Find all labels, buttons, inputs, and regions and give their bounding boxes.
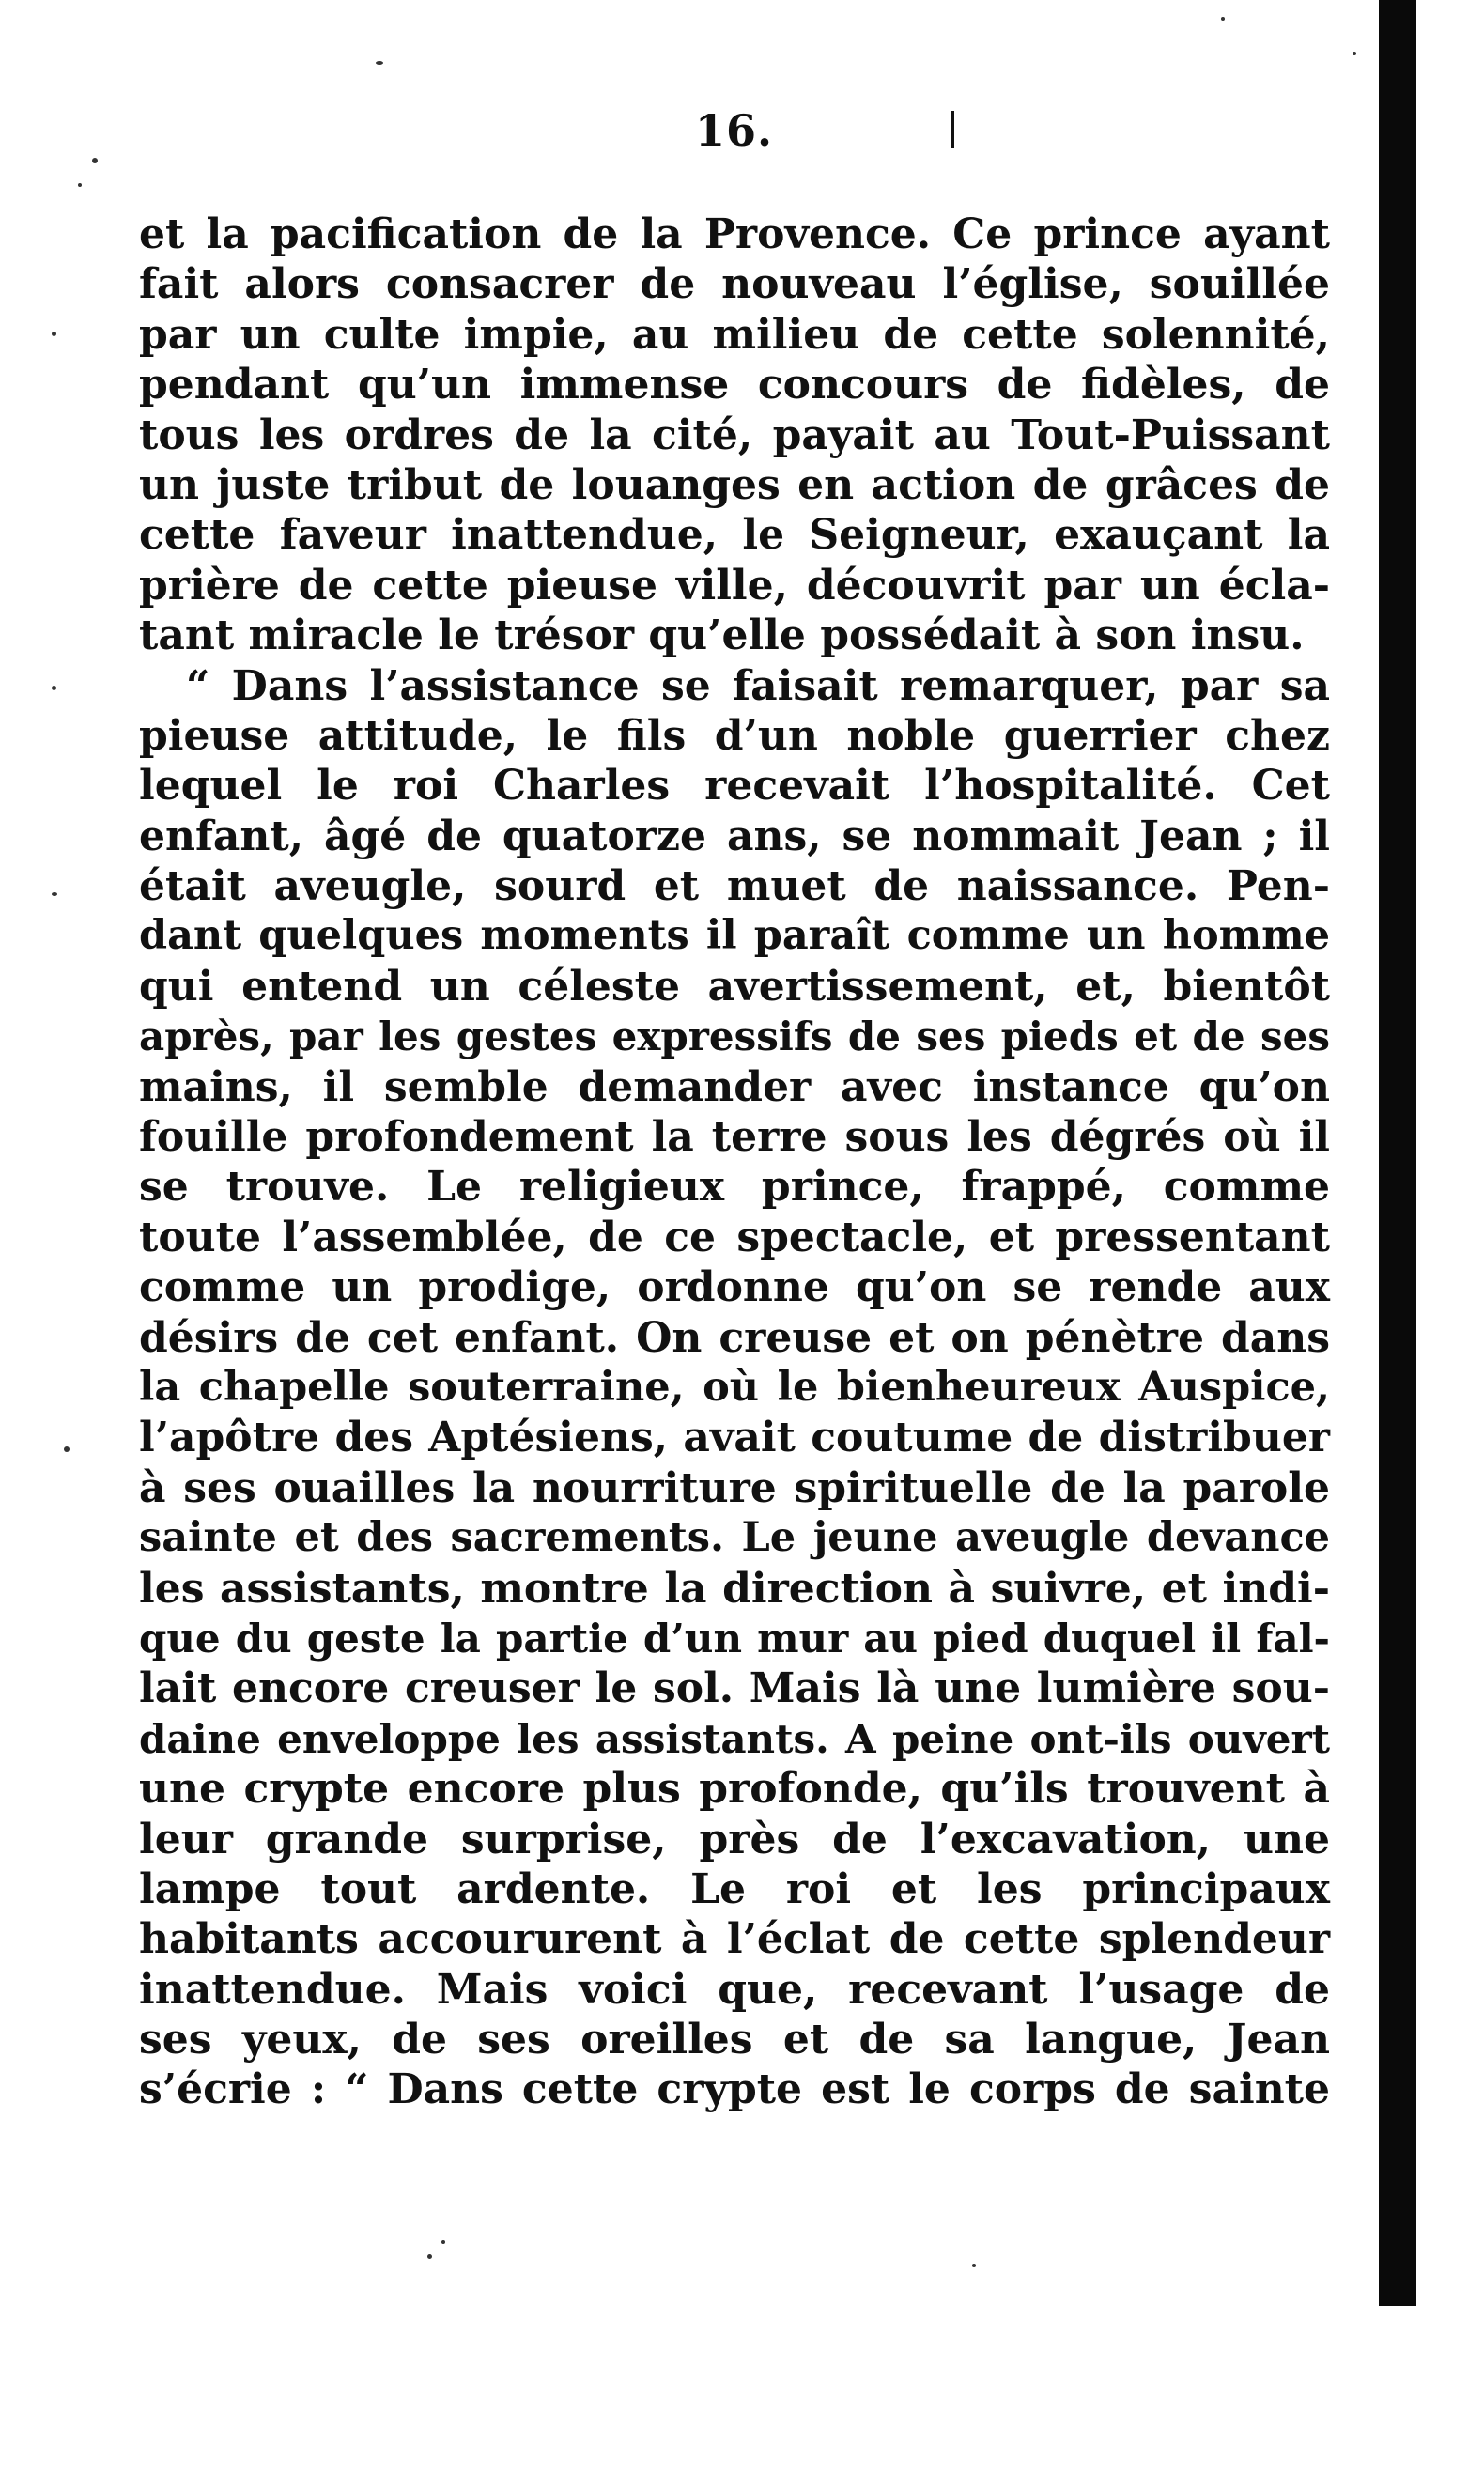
speck — [64, 1446, 70, 1452]
speck — [92, 158, 98, 163]
text-line: “ Dans l’assistance se faisait remarquer, par sa — [186, 661, 1330, 710]
text-line: cette faveur inattendue, le Seigneur, exauçant la — [139, 511, 1330, 560]
text-line: et la pacification de la Provence. Ce prince ayant — [139, 210, 1330, 258]
text-line: après, par les gestes expressifs de ses pieds et de ses — [139, 1013, 1330, 1060]
speck — [1221, 17, 1225, 21]
stray-mark — [951, 111, 954, 148]
binding-edge-shadow — [1379, 0, 1416, 2306]
text-line: tous les ordres de la cité, payait au Tout-Puissant — [139, 410, 1330, 459]
text-line: désirs de cet enfant. On creuse et on pénètre dans — [139, 1313, 1330, 1362]
text-line: pieuse attitude, le fils d’un noble guerrier chez — [139, 711, 1330, 760]
text-line: se trouve. Le religieux prince, frappé, comme — [139, 1163, 1330, 1212]
text-line: la chapelle souterraine, où le bienheureux Auspice, — [139, 1363, 1330, 1411]
speck — [972, 2264, 976, 2267]
text-line: toute l’assemblée, de ce spectacle, et pressentant — [139, 1213, 1330, 1261]
text-line: était aveugle, sourd et muet de naissance. Pen- — [139, 862, 1330, 911]
text-line: lait encore creuser le sol. Mais là une lumière sou- — [139, 1664, 1330, 1713]
text-line: lampe tout ardente. Le roi et les principaux — [139, 1864, 1330, 1913]
text-line: inattendue. Mais voici que, recevant l’usage de — [139, 1965, 1330, 2014]
text-line: les assistants, montre la direction à suivre, et indi- — [139, 1564, 1330, 1613]
text-line: que du geste la partie d’un mur au pied duquel il fal- — [139, 1615, 1330, 1662]
text-line: pendant qu’un immense concours de fidèles, de — [139, 361, 1330, 410]
text-line: prière de cette pieuse ville, découvrit par un écla- — [139, 561, 1330, 610]
text-line: par un culte impie, au milieu de cette solennité, — [139, 310, 1330, 359]
text-line: fait alors consacrer de nouveau l’église, souillée — [139, 260, 1330, 309]
text-line: daine enveloppe les assistants. A peine ont-ils ouvert — [139, 1715, 1330, 1762]
text-line: habitants accoururent à l’éclat de cette splendeur — [139, 1915, 1330, 1964]
text-line: fouille profondement la terre sous les dégrés où il — [139, 1113, 1330, 1162]
speck — [427, 2254, 432, 2259]
text-line: qui entend un céleste avertissement, et, bientôt — [139, 962, 1330, 1011]
body-text — [139, 209, 1330, 2115]
speck — [52, 892, 57, 896]
text-line: ses yeux, de ses oreilles et de sa langue, Jean — [139, 2016, 1330, 2064]
text-line: tant miracle le trésor qu’elle possédait à son insu. — [139, 611, 1305, 660]
text-line: un juste tribut de louanges en action de grâces de — [139, 460, 1330, 509]
text-line: une crypte encore plus profonde, qu’ils trouvent à — [139, 1765, 1330, 1814]
text-line: à ses ouailles la nourriture spirituelle de la parole — [139, 1463, 1330, 1512]
speck — [441, 2240, 445, 2244]
text-line: enfant, âgé de quatorze ans, se nommait Jean ; il — [139, 812, 1330, 860]
text-line: s’écrie : “ Dans cette crypte est le corps de sainte — [139, 2065, 1330, 2114]
page-number: 16. — [695, 105, 774, 156]
text-line: l’apôtre des Aptésiens, avait coutume de distribuer — [139, 1414, 1330, 1462]
speck — [78, 183, 82, 187]
speck — [52, 332, 56, 336]
text-line: mains, il semble demander avec instance qu’on — [139, 1062, 1330, 1111]
speck — [52, 686, 56, 690]
text-line: comme un prodige, ordonne qu’on se rende aux — [139, 1263, 1330, 1312]
speck — [1353, 52, 1356, 55]
text-line: leur grande surprise, près de l’excavation, une — [139, 1815, 1330, 1863]
speck — [376, 61, 383, 65]
text-line: dant quelques moments il paraît comme un homme — [139, 912, 1330, 960]
text-line: sainte et des sacrements. Le jeune aveugle devance — [139, 1514, 1330, 1562]
text-line: lequel le roi Charles recevait l’hospitalité. Cet — [139, 762, 1330, 811]
